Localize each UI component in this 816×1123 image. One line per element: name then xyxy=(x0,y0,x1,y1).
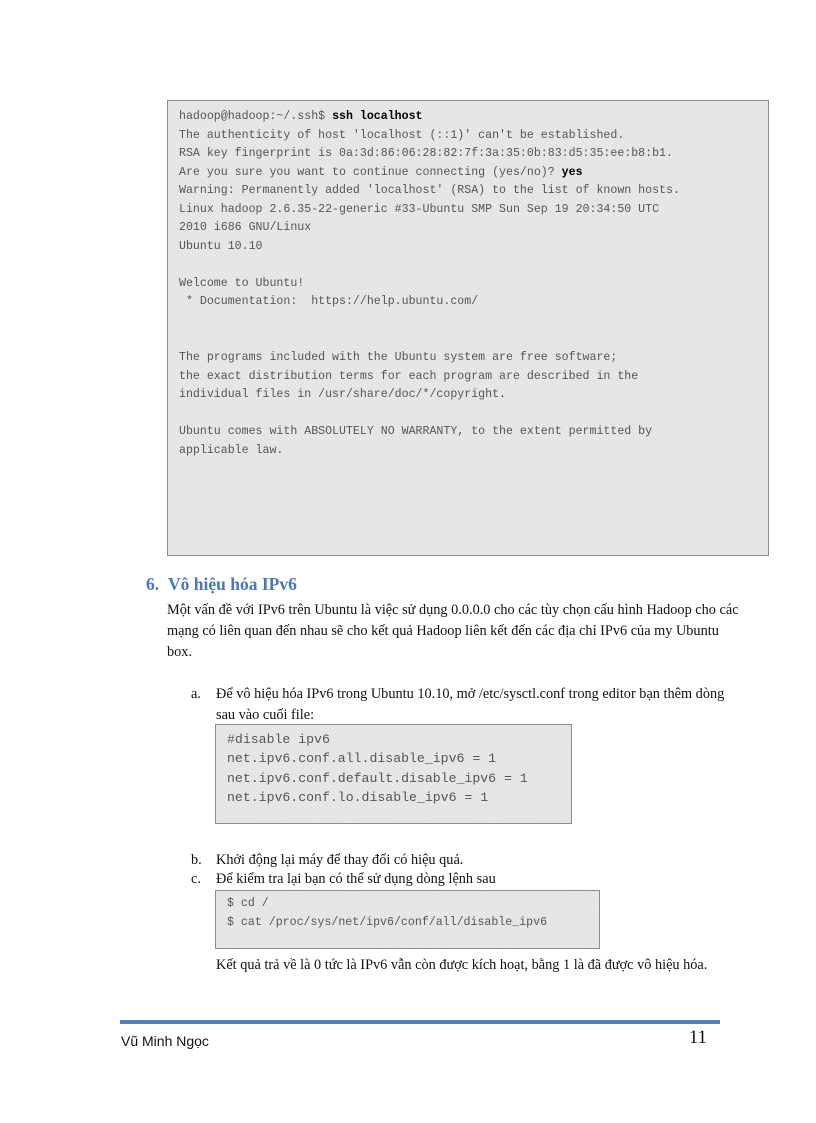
terminal-line: The authenticity of host 'localhost (::1)' can't be established. xyxy=(179,128,625,142)
terminal-prompt: hadoop@hadoop:~/.ssh$ xyxy=(179,110,333,123)
terminal-line: applicable law. xyxy=(179,443,284,457)
section-number: 6. xyxy=(146,574,160,594)
terminal-blank-line xyxy=(179,405,768,424)
terminal-confirm-line xyxy=(179,164,768,183)
config-line: net.ipv6.conf.lo.disable_ipv6 = 1 xyxy=(227,789,489,805)
terminal-output-block xyxy=(167,100,769,556)
footer-divider xyxy=(120,1020,720,1024)
terminal-line: * Documentation: https://help.ubuntu.com/ xyxy=(179,295,479,309)
terminal-line: The programs included with the Ubuntu system are free software; xyxy=(179,351,618,365)
step-b-text: Khởi động lại máy để thay đổi có hiệu quả. xyxy=(216,852,464,868)
section-heading xyxy=(146,574,297,595)
config-line: net.ipv6.conf.all.disable_ipv6 = 1 xyxy=(227,751,497,767)
terminal-command: ssh localhost xyxy=(332,110,423,123)
command-line: $ cd / xyxy=(227,897,269,910)
step-c-text: Để kiểm tra lại bạn có thể sử dụng dòng lệnh sau xyxy=(216,871,496,887)
terminal-line: Ubuntu comes with ABSOLUTELY NO WARRANTY, to the extent permitted by xyxy=(179,425,653,439)
terminal-confirm-answer: yes xyxy=(561,165,583,179)
terminal-line: 2010 i686 GNU/Linux xyxy=(179,221,312,235)
terminal-line: Welcome to Ubuntu! xyxy=(179,276,305,290)
step-c-marker: c. xyxy=(191,871,201,887)
terminal-blank-line xyxy=(179,331,768,350)
command-line: $ cat /proc/sys/net/ipv6/conf/all/disable_ipv6 xyxy=(227,915,548,929)
terminal-line: RSA key fingerprint is 0a:3d:86:06:28:82:7f:3a:35:0b:83:d5:35:ee:b8:b1. xyxy=(179,147,673,161)
terminal-command-line xyxy=(179,108,768,127)
step-a-text: Để vô hiệu hóa IPv6 trong Ubuntu 10.10, mở /etc/sysctl.conf trong editor bạn thêm dòng sau vào cuối file: xyxy=(216,686,725,723)
step-a-marker: a. xyxy=(191,686,201,702)
config-line: #disable ipv6 xyxy=(227,732,330,747)
terminal-line: individual files in /usr/share/doc/*/copyright. xyxy=(179,388,506,402)
step-b-marker: b. xyxy=(191,852,202,868)
check-command-block xyxy=(215,890,600,949)
page-number: 11 xyxy=(689,1028,707,1048)
sysctl-config-block xyxy=(215,724,572,824)
terminal-confirm-prompt: Are you sure you want to continue connecting (yes/no)? xyxy=(179,165,562,179)
result-paragraph: Kết quả trả về là 0 tức là IPv6 vẫn còn được kích hoạt, bằng 1 là đã được vô hiệu hóa. xyxy=(216,957,708,973)
section-intro-paragraph: Một vấn đề với IPv6 trên Ubuntu là việc sử dụng 0.0.0.0 cho các tùy chọn cấu hình Hadoop cho các mạng có liên quan đến nhau sẽ cho kết quả Hadoop liên kết đến các địa chỉ IPv6 của my Ubuntu box. xyxy=(167,602,739,660)
terminal-line: Ubuntu 10.10 xyxy=(179,239,263,253)
terminal-line: the exact distribution terms for each program are described in the xyxy=(179,369,639,383)
section-title: Vô hiệu hóa IPv6 xyxy=(168,574,297,594)
footer-author: Vũ Minh Ngọc xyxy=(121,1033,209,1049)
terminal-line: Warning: Permanently added 'localhost' (RSA) to the list of known hosts. xyxy=(179,184,680,198)
terminal-blank-line xyxy=(179,312,768,331)
config-line: net.ipv6.conf.default.disable_ipv6 = 1 xyxy=(227,770,528,786)
terminal-line: Linux hadoop 2.6.35-22-generic #33-Ubuntu SMP Sun Sep 19 20:34:50 UTC xyxy=(179,202,660,216)
terminal-blank-line xyxy=(179,256,768,275)
